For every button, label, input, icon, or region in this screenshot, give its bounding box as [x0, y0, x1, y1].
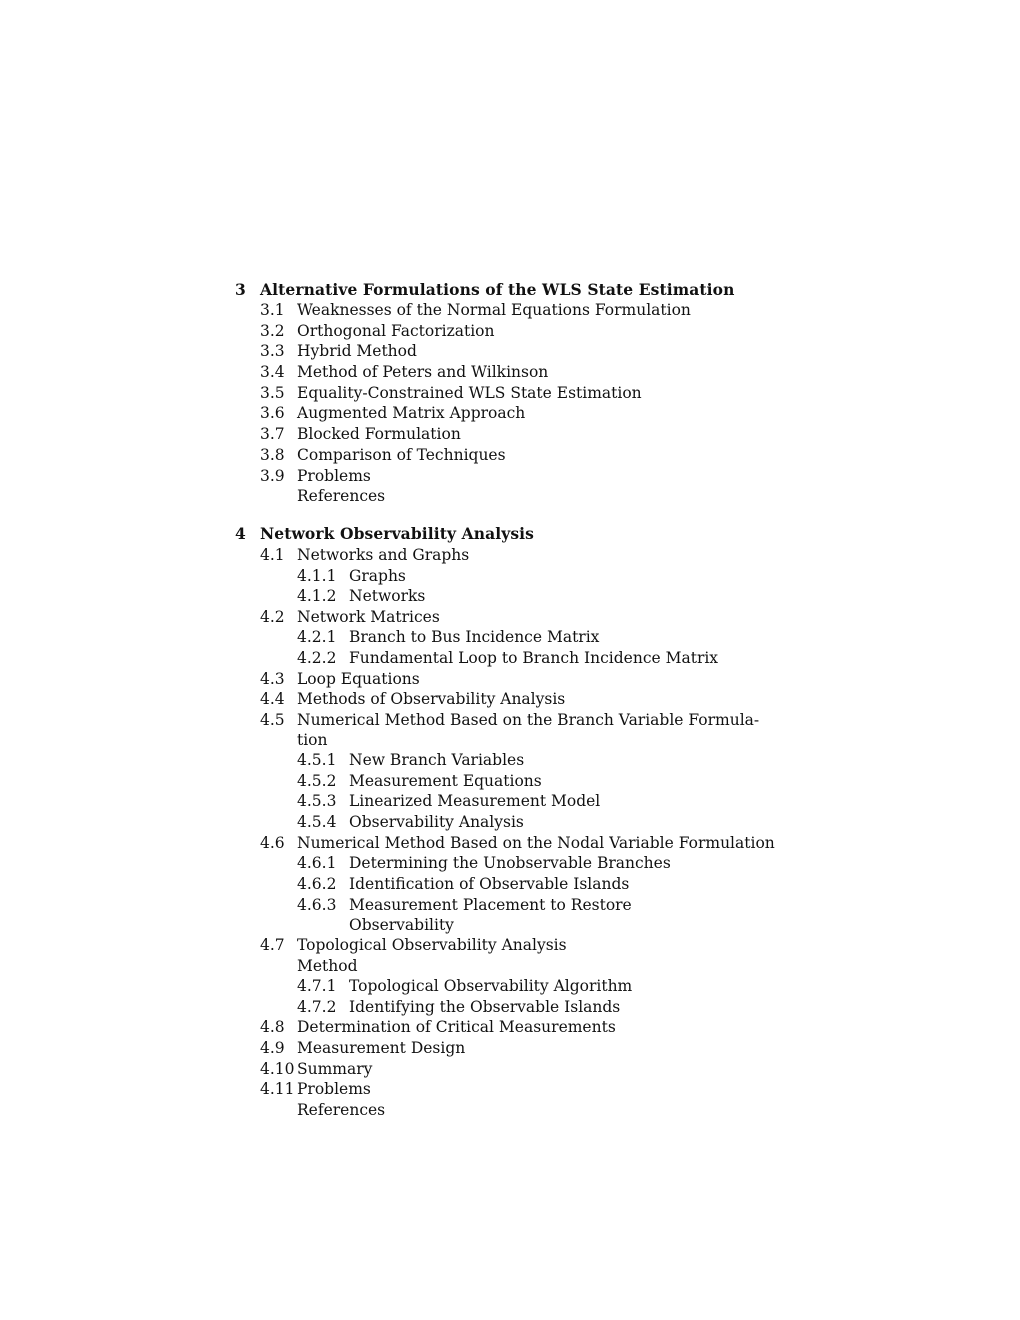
- section-title[interactable]: Problems: [297, 1080, 371, 1098]
- section-number: 4.8: [260, 1018, 285, 1036]
- subsection-number: 4.5.3: [297, 792, 337, 810]
- section-number: 4.6: [260, 834, 285, 852]
- section-title[interactable]: Numerical Method Based on the Nodal Variable Formulation: [297, 834, 775, 852]
- subsection-number: 4.5.4: [297, 813, 337, 831]
- subsection-number: 4.5.2: [297, 772, 337, 790]
- section-title[interactable]: Method of Peters and Wilkinson: [297, 363, 549, 381]
- subsection-number: 4.1.1: [297, 567, 337, 585]
- subsection-number: 4.6.1: [297, 854, 337, 872]
- references-entry[interactable]: References: [297, 487, 386, 505]
- section-number: 4.2: [260, 608, 285, 626]
- section-number: 4.1: [260, 546, 285, 564]
- section-number: 3.4: [260, 363, 285, 381]
- section-title[interactable]: Summary: [297, 1060, 373, 1078]
- section-title[interactable]: Network Matrices: [297, 608, 440, 626]
- section-title[interactable]: Numerical Method Based on the Branch Variable Formula-: [297, 711, 760, 729]
- subsection-title[interactable]: Topological Observability Algorithm: [349, 977, 633, 995]
- section-number: 4.5: [260, 711, 285, 729]
- subsection-number: 4.6.3: [297, 896, 337, 914]
- section-title[interactable]: Determination of Critical Measurements: [297, 1018, 616, 1036]
- references-entry[interactable]: References: [297, 1101, 386, 1119]
- section-title[interactable]: Comparison of Techniques: [297, 446, 506, 464]
- section-number: 3.1: [260, 301, 285, 319]
- subsection-title[interactable]: Identification of Observable Islands: [349, 875, 630, 893]
- section-title[interactable]: Augmented Matrix Approach: [297, 404, 526, 422]
- section-number: 4.9: [260, 1039, 285, 1057]
- subsection-number: 4.6.2: [297, 875, 337, 893]
- subsection-title[interactable]: Measurement Equations: [349, 772, 542, 790]
- subsection-title[interactable]: Identifying the Observable Islands: [349, 998, 621, 1016]
- chapter-3-title[interactable]: Alternative Formulations of the WLS State Estimation: [260, 280, 735, 299]
- section-title[interactable]: Hybrid Method: [297, 342, 417, 360]
- section-number: 3.6: [260, 404, 285, 422]
- section-number: 3.9: [260, 467, 285, 485]
- section-number: 4.3: [260, 670, 285, 688]
- section-number: 3.7: [260, 425, 285, 443]
- section-title[interactable]: Methods of Observability Analysis: [297, 690, 566, 708]
- subsection-title[interactable]: Networks: [349, 587, 426, 605]
- section-number: 3.2: [260, 322, 285, 340]
- subsection-title[interactable]: Observability Analysis: [349, 813, 524, 831]
- section-title[interactable]: Loop Equations: [297, 670, 420, 688]
- section-number: 4.10: [260, 1060, 295, 1078]
- chapter-4-number[interactable]: 4: [235, 524, 246, 543]
- subsection-number: 4.7.2: [297, 998, 337, 1016]
- section-number: 4.11: [260, 1080, 295, 1098]
- section-number: 3.5: [260, 384, 285, 402]
- section-title[interactable]: Equality-Constrained WLS State Estimation: [297, 384, 642, 402]
- subsection-title[interactable]: New Branch Variables: [349, 751, 525, 769]
- subsection-number: 4.1.2: [297, 587, 337, 605]
- section-title[interactable]: Networks and Graphs: [297, 546, 470, 564]
- subsection-number: 4.5.1: [297, 751, 337, 769]
- subsection-number: 4.7.1: [297, 977, 337, 995]
- subsection-title[interactable]: Graphs: [349, 567, 406, 585]
- section-number: 3.8: [260, 446, 285, 464]
- section-title[interactable]: Blocked Formulation: [297, 425, 461, 443]
- subsection-title-continuation[interactable]: Observability: [349, 916, 454, 934]
- section-title-continuation[interactable]: Method: [297, 957, 358, 975]
- subsection-number: 4.2.1: [297, 628, 337, 646]
- section-title[interactable]: Orthogonal Factorization: [297, 322, 495, 340]
- section-title[interactable]: Weaknesses of the Normal Equations Formulation: [297, 301, 691, 319]
- subsection-number: 4.2.2: [297, 649, 337, 667]
- subsection-title[interactable]: Branch to Bus Incidence Matrix: [349, 628, 600, 646]
- section-title[interactable]: Measurement Design: [297, 1039, 466, 1057]
- section-number: 3.3: [260, 342, 285, 360]
- section-number: 4.4: [260, 690, 285, 708]
- section-title-continuation[interactable]: tion: [297, 731, 328, 749]
- subsection-title[interactable]: Measurement Placement to Restore: [349, 896, 632, 914]
- subsection-title[interactable]: Linearized Measurement Model: [349, 792, 601, 810]
- section-number: 4.7: [260, 936, 285, 954]
- section-title[interactable]: Problems: [297, 467, 371, 485]
- subsection-title[interactable]: Fundamental Loop to Branch Incidence Matrix: [349, 649, 719, 667]
- chapter-3-number[interactable]: 3: [235, 280, 246, 299]
- section-title[interactable]: Topological Observability Analysis: [297, 936, 567, 954]
- chapter-4-title[interactable]: Network Observability Analysis: [260, 524, 534, 543]
- subsection-title[interactable]: Determining the Unobservable Branches: [349, 854, 671, 872]
